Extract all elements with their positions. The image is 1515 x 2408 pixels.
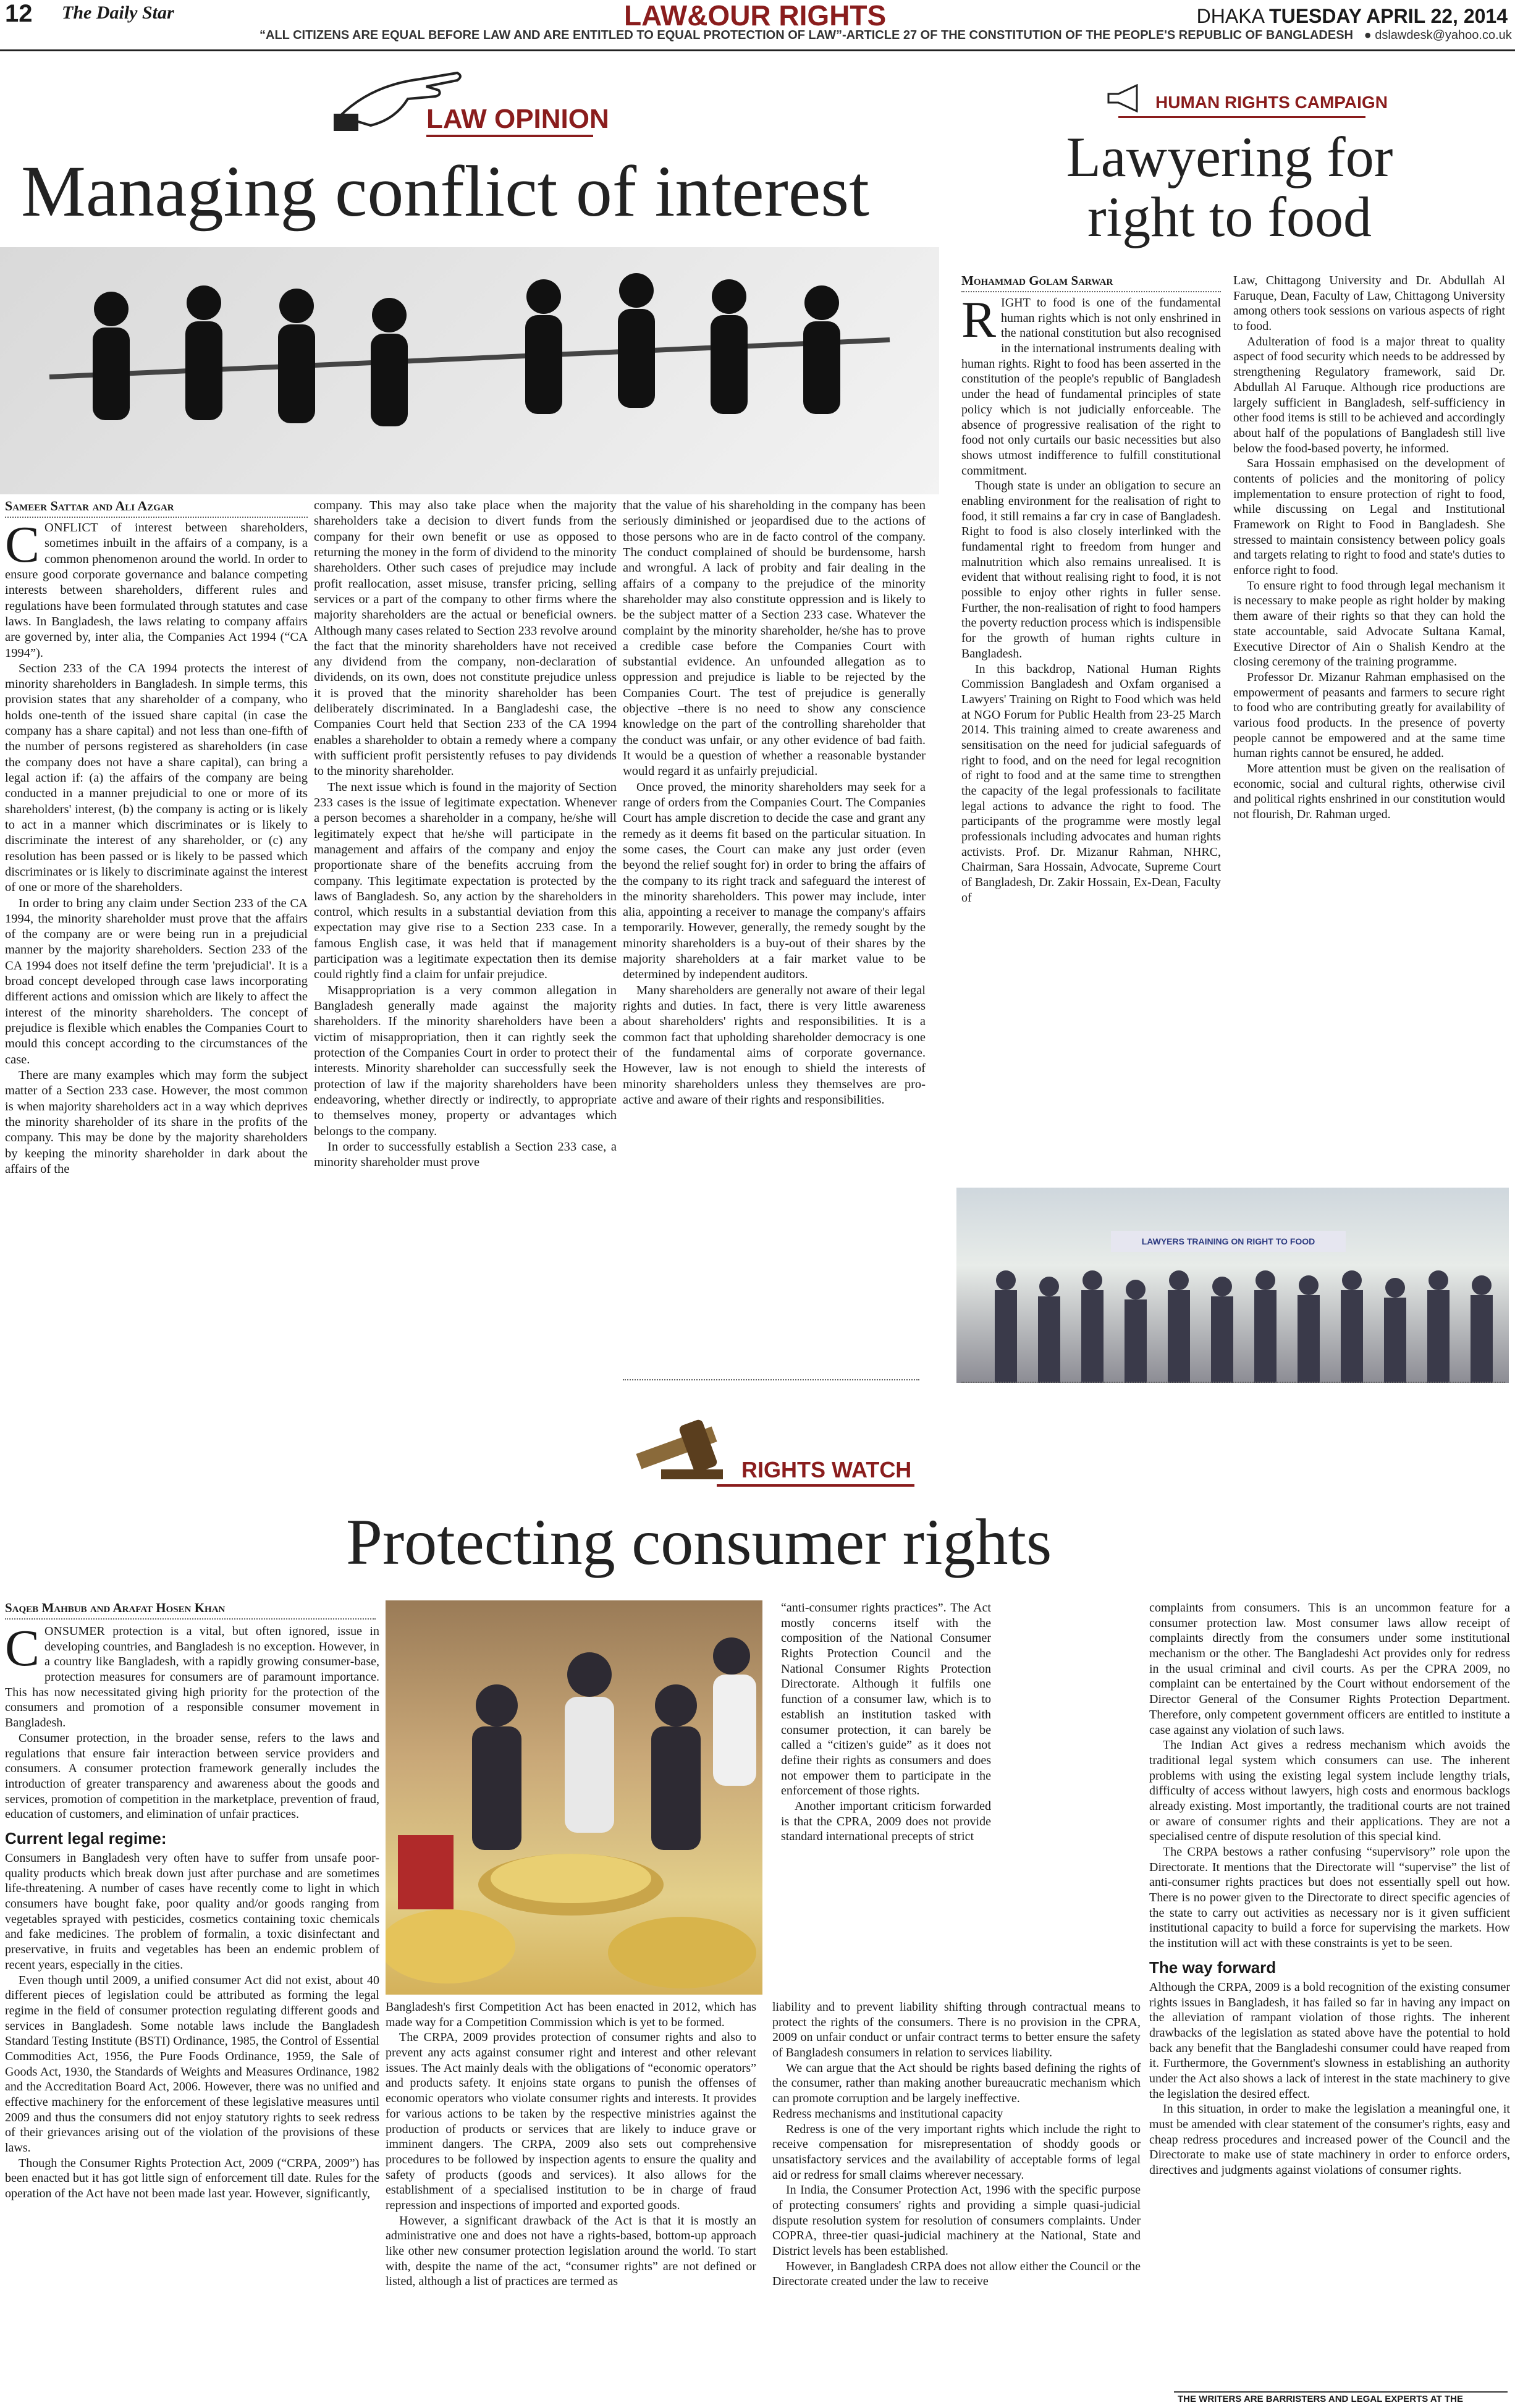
training-banner: LAWYERS TRAINING ON RIGHT TO FOOD [1111, 1231, 1346, 1252]
paragraph: The CRPA, 2009 provides protection of consumer rights and also to prevent any acts against consumer right and interest and other relevant issues. The Act mainly deals with the obligations of “economic operators” and products safety. It enjoins state organs to punish the offenses of economic operators who violate consumer rights and interests. It provides for various actions to be taken by the respective ministries against the production of products or services that are likely to induce grave or imminent dangers. The CRPA, 2009 also sets out comprehensive procedures to be followed by inspection agents to ensure the quality and safety of products (goods and services). It also allows for the establishment of a specialised institution to be in charge of fraud repression and inspections of imported and exported goods. [386, 2030, 756, 2212]
paragraph: Many shareholders are generally not aware of their legal rights and duties. In fact, there is very little awareness about shareholders' rights and responsibilities. It is a common fact that upholding shareholder democracy is one of the fundamental aims of corporate governance. However, law is not enough to shield the interests of minority shareholders unless they themselves are pro-active and aware of their rights and responsibilities. [623, 983, 926, 1107]
market-inspection-photo [386, 1600, 762, 1995]
paragraph: “anti-consumer rights practices”. The Act mostly concerns itself with the composition of the National Consumer Rights Protection Council and the National Consumer Rights Protection Directorate. Although it fulfils one function of a consumer law, which is to establish an institution tasked with consumer protection, it can barely be called a “citizen's guide” as it does not define their rights as consumers and does not empower them to participate in the enforcement of those rights. [781, 1601, 991, 1798]
paragraph: However, a significant drawback of the Act is that it is mostly an administrative one and does not have a rights-based, bottom-up approach like other new consumer protection legislation around the world. To start with, despite the name of the act, “consumer rights” are not defined or listed, although a list of practices are termed as [386, 2213, 756, 2289]
megaphone-icon [1106, 84, 1143, 112]
paragraph: In this backdrop, National Human Rights Commission Bangladesh and Oxfam organised a Lawyers' Training on Right to Food which was held at NGO Forum for Public Health from 23-25 March 2014. This training aimed to create awareness and sensitisation on the need for judicial safeguards of right to food, and on the need for legal recognition of right to food and at the same time to strengthen the capacity of the legal professionals to facilitate legal actions to advance the right to food. The participants of the programme were mostly legal professionals including advocates and human rights activists. Prof. Dr. Mizanur Rahman, NHRC, Chairman, Sara Hossain, Advocate, Supreme Court of Bangladesh, Dr. Zakir Hossain, Ex-Dean, Faculty of [961, 662, 1221, 905]
paragraph: Section 233 of the CA 1994 protects the interest of minority shareholders in Bangladesh. In simple terms, this provision states that any shareholder of a company, who holds one-tenth of the issued share capital (in case the company has a share capital) and not less than one-fifth of the number of persons registered as shareholders (in case the company does not have a share capital), can bring a legal action if: (a) the affairs of the company are being conducted in a manner prejudicial to one or more of its shareholders' interest, (b) the company is acting or is likely to act in a manner which discriminates or is likely to discriminate the interest of any shareholder, or (c) any resolution has been passed or is likely to be passed which discriminates or is likely to discriminate against the interest of one or more of the shareholders. [5, 661, 308, 895]
headline-line: Lawyering for [1066, 125, 1393, 188]
paragraph: We can argue that the Act should be rights based defining the rights of the consumer, rather than making another bureaucratic mechanism which can promote corruption and be largely ineffective. [772, 2061, 1141, 2106]
paragraph: Bangladesh's first Competition Act has been enacted in 2012, which has made way for a Competition Commission which is yet to be formed. [386, 2000, 756, 2029]
subhead: The way forward [1149, 1958, 1277, 1977]
article3-column-3a [781, 1600, 991, 2000]
article2-byline: Mohammad Golam Sarwar [961, 273, 1221, 292]
paragraph: Once proved, the minority shareholders may seek for a range of orders from the Companies Court. The Companies Court has ample discretion to decide the case and grant any remedy as it deems fit based on the particular situation. In some cases, the Court can make any just order (even beyond the relief sought for) in order to bring the affairs of the company to its right track and safeguard the interest of the minority shareholders. This power may include, inter alia, appointing a receiver to manage the company's affairs temporarily. However, generally, the remedy sought by the minority shareholders is a buy-out of their shares by the majority shareholders at a fair market value to be determined by independent auditors. [623, 780, 926, 982]
dateline [1197, 5, 1508, 28]
paragraph: There are many examples which may form the subject matter of a Section 233 case. However, the most common is when majority shareholders act in a way which deprives the minority shareholder of its share in the profits of the company. This may be done by the majority shareholders by keeping the minority shareholder in dark about the affairs of the [5, 1068, 308, 1176]
human-rights-campaign-banner: HUMAN RIGHTS CAMPAIGN [1155, 93, 1388, 112]
paragraph: Adulteration of food is a major threat to quality aspect of food security which needs to be addressed by strengthening Regulatory framework, said Dr. Abdullah Al Faruque. Although rice productions are largely sufficient in Bangladesh, self-sufficiency in other food items is still to be achieved and accordingly about half of the populations of Bangladesh still live below the food-based poverty, he informed. [1233, 334, 1505, 455]
article2-end-rule [961, 1382, 1505, 1383]
article3-headline: Protecting consumer rights [346, 1506, 1052, 1578]
article1-column-3 [623, 498, 926, 1382]
paragraph: that the value of his shareholding in the company has been seriously diminished or jeopardised due to the actions of those persons who are in de facto control of the company. The conduct complained of should be burdensome, harsh and wrongful. A lack of probity and fair dealing in the affairs of a company to the prejudice of the minority shareholder may also constitute oppression and is likely to be the subject matter of a Section 233 case. Whatever the complaint by the minority shareholder, he/she has to prove a credible case before the Companies Court with substantial evidence. An unfounded allegation as to oppression and prejudice is liable to be rejected by the Companies Court. The test of prejudice is generally objective –there is no need to show any conscience knowledge on the part of the controlling shareholder that the conduct was unfair, or any other evidence of bad faith. It would be a question of whether a reasonable bystander would regard it as unfairly prejudicial. [623, 499, 926, 779]
section-title: LAW&OUR RIGHTS [624, 0, 887, 32]
tagline-quote: “ALL CITIZENS ARE EQUAL BEFORE LAW AND ARE ENTITLED TO EQUAL PROTECTION OF LAW”-ARTICLE 27 OF THE CONSTITUTION OF THE PEOPLE'S REPUBLIC OF BANGLADESH [260, 28, 1353, 42]
tug-of-war-photo [0, 247, 939, 494]
law-opinion-banner: LAW OPINION [426, 104, 609, 134]
banner-underline [717, 1484, 914, 1487]
subhead: Current legal regime: [5, 1828, 167, 1848]
paragraph: liability and to prevent liability shifting through contractual means to protect the rights of the consumers. There is no provision in the CPRA, 2009 on unfair conduct or unfair contract terms to better ensure the safety of Bangladesh consumers in relation to services liability. [772, 2000, 1141, 2060]
article1-end-rule [623, 1379, 919, 1380]
dateline-date: TUESDAY APRIL 22, 2014 [1269, 5, 1508, 27]
paragraph: More attention must be given on the realisation of economic, social and cultural rights, otherwise civil and political rights enshrined in our constitution would not flourish, Dr. Rahman urged. [1233, 762, 1505, 822]
paragraph: In India, the Consumer Protection Act, 1996 with the specific purpose of protecting consumers' rights and providing a simple quasi-judicial dispute resolution system for resolution of consumers complaints. Under COPRA, three-tier quasi-judicial machinery at the National, State and District levels has been established. [772, 2183, 1141, 2258]
article2-column-1 [961, 295, 1221, 1179]
article1-column-1 [5, 520, 308, 1392]
article3-byline: Saqeb Mahbub and Arafat Hosen Khan [5, 1600, 376, 1620]
article1-column-2 [314, 498, 617, 1392]
drop-cap: R [961, 295, 997, 349]
rights-watch-banner: RIGHTS WATCH [741, 1457, 912, 1482]
header-rule [0, 49, 1515, 51]
article2-headline [952, 127, 1508, 247]
masthead: The Daily Star [62, 2, 174, 23]
footer-rule [1174, 2391, 1508, 2393]
paragraph: ONFLICT of interest between shareholders, sometimes inbuilt in the affairs of a company, is a common phenomenon around the world. In order to ensure good corporate governance and balance competing interests between shareholders, different rules and regulations have been formulated through statutes and case laws. In Bangladesh, the laws relating to company affairs are governed by, inter alia, the Companies Act 1994 (“CA 1994”). [5, 521, 308, 660]
banner-underline [426, 135, 593, 137]
drop-cap: C [5, 520, 40, 573]
paragraph: Though state is under an obligation to secure an enabling environment for the realisation of right to food, it still remains a far cry in case of Bangladesh. Right to food is also closely interlinked with the fundamental right to freedom from hunger and malnutrition which also remains unrealised. It is evident that without realising right to food, it is not possible to enjoy other rights in fuller sense. Further, the non-realisation of right to food hampers the poverty reduction process which is indispensible for the growth of human rights culture in Bangladesh. [961, 479, 1221, 661]
paragraph: Sara Hossain emphasised on the development of contents of policies and the monitoring of policy implementation to ensure protection of right to food, while discussing on Legal and Institutional Framework on Right to Food in Bangladesh. She stressed to maintain consistency between policy goals and targets relating to right to food and state's duties to enforce right to food. [1233, 457, 1505, 578]
article1-byline: Sameer Sattar and Ali Azgar [5, 498, 308, 518]
paragraph: Consumers in Bangladesh very often have to suffer from unsafe poor-quality products which break down just after purchase and are sometimes life-threatening. A number of cases have recently come to light in which consumers have bought fake, poor quality and/or goods ranging from vegetables sprayed with pesticides, cosmetics containing toxic chemicals and fake medicines. The problem of formalin, a toxic disinfectant and preservative, in fruits and vegetables has been an endemic problem of recent years, especially in the cities. [5, 1851, 379, 1972]
dateline-place: DHAKA [1196, 5, 1264, 27]
paragraph: Consumer protection, in the broader sense, refers to the laws and regulations that ensure fair interaction between service providers and consumers. A consumer protection framework generally includes the introduction of greater transparency and awareness about the goods and services, promotion of competition in the marketplace, prevention of fraud, education of customers, and elimination of unfair practices. [5, 1731, 379, 1822]
paragraph: Another important criticism forwarded is that the CPRA, 2009 does not provide standard international precepts of strict [781, 1799, 991, 1844]
paragraph: Even though until 2009, a unified consumer Act did not exist, about 40 different pieces of legislation could be attributed as forming the legal regime in the field of consumer protection regulating different goods and services in Bangladesh. Some notable laws include the Bangladesh Standard Testing Institute (BSTI) Ordinance, 1985, the Control of Essential Commodities Act, 1956, the Pure Foods Ordinance, 1959, the Sale of Goods Act, 1930, the Standards of Weights and Measures Ordinance, 1982 and the Accreditation Board Act, 2006. However, there was no unified and effective machinery for the enforcement of these legislative measures until 2009 and thus the consumers did not enjoy statutory rights to seek redress of their grievances arising out of the violation of the provisions of these laws. [5, 1973, 379, 2155]
article3-column-2 [386, 2000, 756, 2404]
article3-column-3b [772, 2000, 1141, 2404]
headline-line: right to food [1087, 185, 1372, 248]
paragraph: Redress is one of the very important rights which include the right to receive compensation for misrepresentation of shoddy goods or unsatisfactory services and the availability of acceptable forms of legal aid or redress for small claims wherever necessary. [772, 2122, 1141, 2182]
paragraph: ONSUMER protection is a vital, but often ignored, issue in developing countries, and Bangladesh is no exception. However, in a country like Bangladesh, with a rapidly growing consumer-base, protection measures for consumers are of paramount importance. This has now necessitated giving high priority for the protection of the consumers and promotion of a responsible consumer movement in Bangladesh. [5, 1624, 379, 1730]
training-group-photo [956, 1188, 1509, 1383]
banner-underline [1118, 116, 1365, 118]
paragraph: However, in Bangladesh CRPA does not allow either the Council or the Directorate created under the law to receive [772, 2259, 1141, 2289]
paragraph: Redress mechanisms and institutional capacity [772, 2106, 1003, 2121]
article3-column-4 [1149, 1600, 1510, 2388]
footer-note: THE WRITERS ARE BARRISTERS AND LEGAL EXPERTS AT THE [1178, 2394, 1463, 2404]
paragraph: Although the CRPA, 2009 is a bold recognition of the existing consumer rights issues in Bangladesh, it has failed so far in having any impact on the alleviation of rampant violation of those rights. The inherent drawbacks of the legislation as stated above have the potential to hold back any benefit that the Bangladeshi consumer could have reaped from it. Furthermore, the Government's slowness in establishing an authority under the Act also shows a lack of interest in the state machinery to give the legislation the desired effect. [1149, 1980, 1510, 2101]
paragraph: Though the Consumer Rights Protection Act, 2009 (“CRPA, 2009”) has been enacted but it has got little sign of enforcement till date. Rules for the operation of the Act have not been made last year. However, significantly, [5, 2156, 379, 2201]
article2-column-2 [1233, 273, 1505, 1181]
paragraph: The Indian Act gives a redress mechanism which avoids the traditional legal system which consumers can use. The inherent problems with using the existing legal system include lengthy trials, difficulty of access without lawyers, high costs and enormous backlogs already existing. Most importantly, the traditional courts are not trained or aware of consumer rights and their applications. They are not a specialised centre of dispute resolution of this special kind. [1149, 1738, 1510, 1844]
email: dslawdesk@yahoo.co.uk [1375, 28, 1512, 42]
article1-headline: Managing conflict of interest [21, 151, 869, 232]
paragraph: Misappropriation is a very common allegation in Bangladesh generally made against the majority shareholders. If the minority shareholders have been a victim of misappropriation, then it can rightly seek the protection of the Companies Court in order to protect their interests. Minority shareholder can successfully seek the protection of law if the majority shareholders have been endeavoring, whether directly or indirectly, to appropriate to themselves money, property or advantages which belongs to the company. [314, 983, 617, 1138]
paragraph: IGHT to food is one of the fundamental human rights which is not only enshrined in the national constitution but also recognised in the international instruments dealing with human rights. Right to food has been asserted in the constitution of the people's republic of Bangladesh under the head of fundamental principles of state policy which is not judicially enforceable. The absence of progressive realisation of the right to food not only curtails our basic necessities but also shows utmost indifference to fulfill constitutional commitment. [961, 296, 1221, 478]
paragraph: The CRPA bestows a rather confusing “supervisory” role upon the Directorate. It mentions that the Directorate will “supervise” the list of anti-consumer rights practices but does not essentially spell out how. There is no power given to the Directorate to direct specific agencies of the state to carry out activities as necessary nor is it given sufficient institutional capacity to build a force for supervising the markets. How the institution will act with these constraints is yet to be seen. [1149, 1845, 1510, 1951]
article3-column-1 [5, 1624, 379, 2404]
paragraph: complaints from consumers. This is an uncommon feature for a consumer protection law. Most consumer laws allow receipt of complaints directly from the consumers under some institutional mechanism or the other. The Bangladeshi Act provides only for redress in the usual criminal and civil courts. As per the CPRA 2009, no complaint can be entertained by the Court without endorsement of the Director General of the Consumer Rights Protection Department. Therefore, only competent government officers are entitled to institute a case against any violation of such laws. [1149, 1601, 1510, 1737]
paragraph: company. This may also take place when the majority shareholders take a decision to divert funds from the company for their own benefit or use as opposed to returning the money in the form of dividend to the minority shareholders. Other such cases of prejudice may include profit reallocation, asset misuse, transfer pricing, selling services or a part of the company to other firms where the majority shareholders are the actual or beneficial owners. Although many cases related to Section 233 revolve around the fact that the minority shareholders have not received any dividend from the company, non-declaration of dividends, on its own, does not constitute prejudice unless it is proved that the minority shareholder has been deliberately discriminated. In a Bangladeshi case, the Companies Court held that Section 233 of the CA 1994 enables a shareholder to obtain a remedy where a company with sufficient profit persistently refuses to pay dividends to the minority shareholder. [314, 499, 617, 779]
gavel-icon [624, 1415, 735, 1483]
paragraph: In this situation, in order to make the legislation a meaningful one, it must be amended with clear statement of the consumer's rights, easy and cheap redress procedures and increased power of the Council and the Directorate to make use of state machinery in order to enforce orders, directives and judgments against violations of consumer rights. [1149, 2102, 1510, 2178]
paragraph: The next issue which is found in the majority of Section 233 cases is the issue of legitimate expectation. Whenever a person becomes a shareholder in a company, he/she will legitimately expect that he/she will participate in the management and affairs of the company and enjoy the proportionate share of the benefits accruing from the company. This legitimate expectation is protected by the laws of Bangladesh. So, any action by the shareholders in control, which results in a substantial deviation from this expectation may give rise to a Section 233 case. In a famous English case, it was held that if management participation was a legitimate expectation then its demise could rightly find a claim for unfair prejudice. [314, 780, 617, 982]
tagline [260, 28, 1512, 43]
paragraph: In order to bring any claim under Section 233 of the CA 1994, the minority shareholder must prove that the affairs of the company are or were being run in a prejudicial manner by the majority shareholders. Section 233 of the CA 1994 does not itself define the term 'prejudicial'. It is a broad concept developed through case laws incorporating different actions and omission which are likely to affect the interest of the minority shareholders. The concept of prejudice is flexible which enables the Companies Court to mould this concept according to the circumstances of the case. [5, 896, 308, 1067]
paragraph: Law, Chittagong University and Dr. Abdullah Al Faruque, Dean, Faculty of Law, Chittagong University among others took sessions on various aspects of right to food. [1233, 274, 1505, 334]
page-number: 12 [5, 0, 33, 27]
paragraph: Professor Dr. Mizanur Rahman emphasised on the empowerment of peasants and farmers to secure right to food who are contributing greatly for availability of various food products. In the presence of poverty people cannot be empowered and at the same time human rights cannot be ensured, he added. [1233, 670, 1505, 761]
paragraph: To ensure right to food through legal mechanism it is necessary to make people as right holder by making them aware of their rights so that they can hold the state accountable, said Advocate Sultana Kamal, Executive Director of Ain o Shalish Kendro at the closing ceremony of the training programme. [1233, 578, 1505, 669]
drop-cap: C [5, 1624, 40, 1677]
paragraph: In order to successfully establish a Section 233 case, a minority shareholder must prove [314, 1139, 617, 1170]
bullet-icon: ● [1364, 28, 1372, 42]
